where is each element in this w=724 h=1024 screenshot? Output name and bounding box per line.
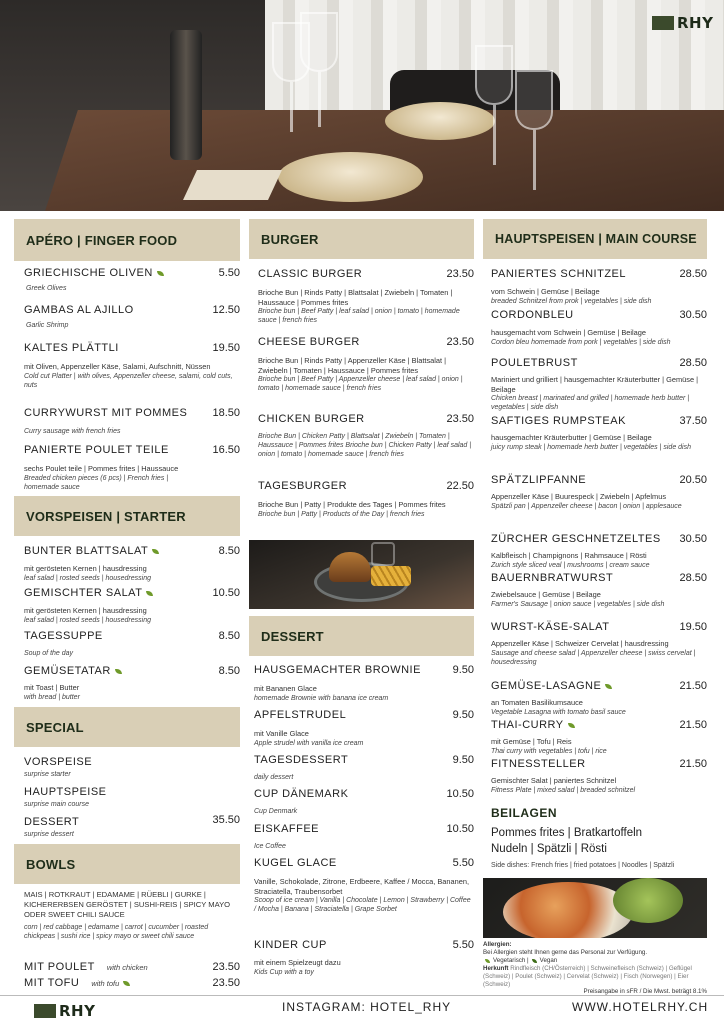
logo-mark-icon bbox=[652, 16, 674, 30]
list-item: SPÄTZLIPFANNE 20.50 Appenzeller Käse | Buurespeck | Zwiebeln | Apfelmus Spätzli pan | Appenzeller cheese | bacon | onion | applesauce bbox=[491, 474, 707, 510]
list-item: GEMÜSE-LASAGNE 21.50 an Tomaten Basilikumsauce Vegetable Lasagna with tomato basil sauce bbox=[491, 680, 707, 716]
list-item: KALTES PLÄTTLI 19.50 mit Oliven, Appenzeller Käse, Salami, Aufschnitt, Nüssen Cold cut Platter | with olives, Appenzeller cheese, salami, cold cuts, nuts bbox=[24, 342, 240, 389]
legend: Vegetarisch | Vegan bbox=[483, 957, 707, 965]
list-item: GAMBAS AL AJILLO 12.50 Garlic Shrimp bbox=[24, 304, 240, 329]
list-item: BAUERNBRATWURST 28.50 Zwiebelsauce | Gemüse | Beilage Farmer's Sausage | onion sauce | vegetables | side dish bbox=[491, 572, 707, 608]
logo bbox=[652, 14, 713, 32]
beilagen-title: BEILAGEN bbox=[491, 806, 558, 820]
list-item: CUP DÄNEMARK 10.50 Cup Denmark bbox=[254, 788, 474, 815]
special-list bbox=[24, 756, 240, 846]
list-item: SAFTIGES RUMPSTEAK 37.50 hausgemachter Kräuterbutter | Gemüse | Beilage juicy rump steak | homemade herb butter | vegetables | side dish bbox=[491, 415, 707, 451]
vegetarian-leaf-icon bbox=[157, 271, 164, 276]
list-item: GRIECHISCHE OLIVEN 5.50 Greek Olives bbox=[24, 267, 240, 292]
info-block bbox=[483, 941, 707, 996]
list-item: TAGESSUPPE 8.50 Soup of the day bbox=[24, 630, 240, 657]
vegan-leaf-icon bbox=[115, 669, 122, 674]
list-item: MIT POULET with chicken 23.50 bbox=[24, 961, 240, 973]
list-item: GEMISCHTER SALAT 10.50 mit gerösteten Kernen | hausdressing leaf salad | rosted seeds | housedressing bbox=[24, 587, 240, 624]
list-item: POULETBRUST 28.50 Mariniert und grilliert | hausgemachter Kräuterbutter | Gemüse | Beilage Chicken breast | marinated and grilled | homemade herb butter | vegetables | side dish bbox=[491, 357, 707, 411]
herkunft-text: Rindfleisch (CH/Österreich) | Schweinefleisch (Schweiz) | Geflügel (Schweiz) | Poulet (Schweiz) | Cervelat (Schweiz) | Fisch (Norwegen) | Eier (Schweiz) bbox=[483, 965, 692, 988]
vegan-leaf-icon bbox=[568, 723, 575, 728]
allergen-title: Allergien: bbox=[483, 941, 512, 948]
logo-text: RHY bbox=[677, 14, 714, 32]
list-item: DESSERT 35.50 surprise dessert bbox=[24, 814, 240, 838]
list-item: HAUPTSPEISE surprise main course bbox=[24, 786, 107, 808]
list-item: THAI-CURRY 21.50 mit Gemüse | Tofu | Reis Thai curry with vegetables | tofu | rice bbox=[491, 719, 707, 755]
price-note: Preisangabe in sFR / Die Mwst. beträgt 8.1% bbox=[583, 988, 707, 995]
website-link[interactable]: WWW.HOTELRHY.CH bbox=[572, 1000, 709, 1014]
list-item: PANIERTES SCHNITZEL 28.50 vom Schwein | Gemüse | Beilage breaded Schnitzel from prok | vegetables | side dish bbox=[491, 268, 707, 305]
bowls-list bbox=[24, 890, 240, 990]
allergen-text: Bei Allergien steht Ihnen gerne das Personal zur Verfügung. bbox=[483, 949, 648, 956]
list-item: GEMÜSETATAR 8.50 mit Toast | Butter with bread | butter bbox=[24, 665, 240, 701]
list-item: MIT TOFU with tofu 23.50 bbox=[24, 977, 240, 989]
vegetarian-leaf-icon bbox=[152, 549, 159, 554]
section-header-dessert: DESSERT bbox=[249, 616, 474, 656]
section-header-bowls: BOWLS bbox=[14, 844, 240, 884]
list-item: CHICKEN BURGER 23.50 Brioche Bun | Chicken Patty | Blattsalat | Zwiebeln | Tomaten | Haussauce | Pommes frites Brioche bun | Chicken Patty | leaf salad | onion | tomato | homemade sauce | french fries bbox=[258, 413, 474, 458]
apero-list bbox=[24, 267, 240, 497]
list-item: APFELSTRUDEL 9.50 mit Vanille Glace Apple strudel with vanilla ice cream bbox=[254, 709, 474, 747]
footer-logo bbox=[34, 1002, 95, 1020]
vegetarian-leaf-icon bbox=[605, 684, 612, 689]
dessert-list bbox=[254, 664, 474, 984]
logo-mark-icon bbox=[34, 1004, 56, 1018]
list-item: EISKAFFEE 10.50 Ice Coffee bbox=[254, 823, 474, 850]
list-item: PANIERTE POULET TEILE 16.50 sechs Poulet teile | Pommes frites | Haussauce Breaded chicken pieces (6 pcs) | French fries | homemade sauce bbox=[24, 444, 240, 491]
instagram-handle[interactable]: INSTAGRAM: HOTEL_RHY bbox=[282, 1000, 452, 1014]
section-header-vorspeisen: VORSPEISEN | STARTER bbox=[14, 496, 240, 536]
vegetarian-leaf-icon bbox=[485, 959, 490, 963]
list-item: FITNESSTELLER 21.50 Gemischter Salat | paniertes Schnitzel Fitness Plate | mixed salad | breaded schnitzel bbox=[491, 758, 707, 794]
list-item: CURRYWURST MIT POMMES 18.50 Curry sausage with french fries bbox=[24, 407, 240, 435]
left-column bbox=[14, 219, 240, 261]
beilagen-block bbox=[491, 806, 707, 870]
list-item: TAGESDESSERT 9.50 daily dessert bbox=[254, 754, 474, 781]
vegan-leaf-icon bbox=[532, 959, 537, 963]
list-item: VORSPEISE surprise starter bbox=[24, 756, 93, 778]
herkunft-title: Herkunft bbox=[483, 965, 509, 972]
beilagen-line-1: Pommes frites | Bratkartoffeln bbox=[491, 827, 643, 839]
list-item: CLASSIC BURGER 23.50 Brioche Bun | Rinds Patty | Blattsalat | Zwiebeln | Tomaten | Haussauce | Pommes frites Brioche bun | Beef Patty | leaf salad | onion | tomato | homemade sauce | french fries bbox=[258, 268, 474, 324]
list-item: ZÜRCHER GESCHNETZELTES 30.50 Kalbfleisch | Champignons | Rahmsauce | Rösti Zurich style sliced veal | mushrooms | cream sauce bbox=[491, 533, 707, 569]
food-bowl-photo bbox=[483, 878, 707, 938]
vegan-leaf-icon bbox=[123, 981, 130, 986]
list-item: KUGEL GLACE 5.50 Vanille, Schokolade, Zitrone, Erdbeere, Kaffee / Mocca, Bananen, Straciatella, Traubensorbet Scoop of ice cream | Vanilla | Chocolate | Lemon | Strawberry | Coffee / Mocha | Banana | Straciatella | Grape Sorbet bbox=[254, 857, 474, 913]
beilagen-en: Side dishes: French fries | fried potatoes | Noodles | Spätzli bbox=[491, 862, 675, 869]
list-item: CHEESE BURGER 23.50 Brioche Bun | Rinds Patty | Appenzeller Käse | Blattsalat | Zwiebeln | Tomaten | Haussauce | Pommes frites Brioche bun | Beef Patty | Appenzeller cheese | leaf salad | onion | tomato | homemade sauce | french fries bbox=[258, 336, 474, 392]
burger-list bbox=[258, 268, 474, 533]
burger-photo bbox=[249, 540, 474, 609]
list-item: CORDONBLEU 30.50 hausgemacht vom Schwein | Gemüse | Beilage Cordon bleu homemade from pork | vegetables | side dish bbox=[491, 309, 707, 346]
list-item: WURST-KÄSE-SALAT 19.50 Appenzeller Käse | Schweizer Cervelat | hausdressing Sausage and cheese salad | Appenzeller cheese | swiss cervelat | housedressing bbox=[491, 621, 707, 666]
section-header-special: SPECIAL bbox=[14, 707, 240, 747]
list-item: TAGESBURGER 22.50 Brioche Bun | Patty | Produkte des Tages | Pommes frites Brioche bun | Patty | Products of the Day | french fries bbox=[258, 480, 474, 518]
bowls-description: MAIS | ROTKRAUT | EDAMAME | RÜEBLI | GURKE | KICHERERBSEN GERÖSTET | SUSHI-REIS | SPICY MAYO ODER SWEET CHILI SAUCE bbox=[24, 890, 231, 919]
vorspeisen-list bbox=[24, 545, 240, 710]
list-item: HAUSGEMACHTER BROWNIE 9.50 mit Bananen Glace homemade Brownie with banana ice cream bbox=[254, 664, 474, 702]
footer-divider bbox=[0, 995, 724, 996]
section-header-burger: BURGER bbox=[249, 219, 474, 259]
section-header-hauptspeisen: HAUPTSPEISEN | MAIN COURSE bbox=[483, 219, 707, 259]
bowls-description-en: corn | red cabbage | edamame | carrot | cucumber | roasted chickpeas | sushi rice | spicy mayo or sweet chili sauce bbox=[24, 924, 209, 940]
hauptspeisen-list bbox=[491, 268, 707, 798]
beilagen-line-2: Nudeln | Spätzli | Rösti bbox=[491, 843, 607, 855]
footer-logo-text: RHY bbox=[59, 1002, 96, 1020]
list-item: BUNTER BLATTSALAT 8.50 mit gerösteten Kernen | hausdressing leaf salad | rosted seeds | housedressing bbox=[24, 545, 240, 582]
vegetarian-leaf-icon bbox=[146, 591, 153, 596]
section-header-apero: APÉRO | FINGER FOOD bbox=[14, 219, 240, 261]
hero-photo bbox=[0, 0, 724, 211]
list-item: KINDER CUP 5.50 mit einem Spielzeugt dazu Kids Cup with a toy bbox=[254, 939, 474, 976]
